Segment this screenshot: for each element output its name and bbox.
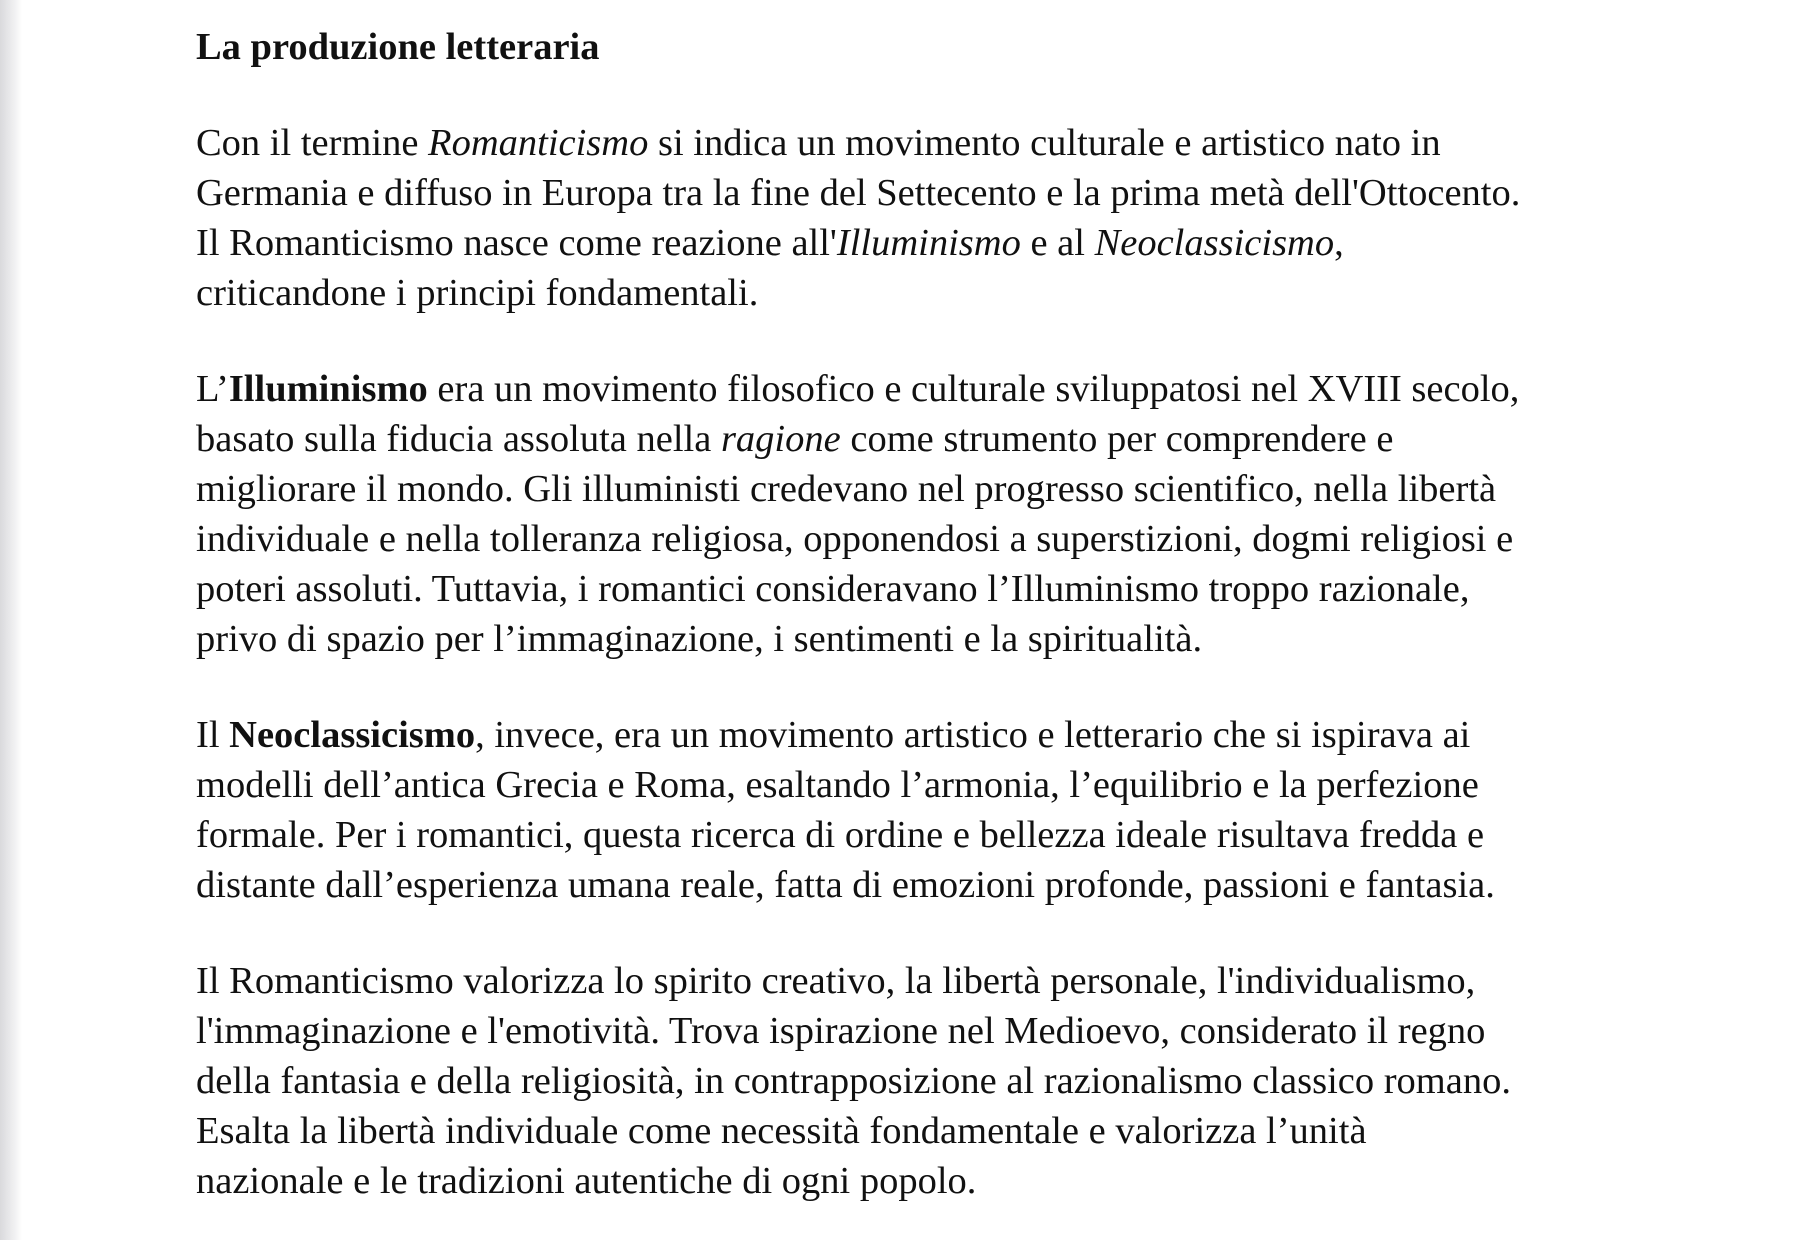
- text-run: Con il termine: [196, 122, 429, 164]
- text-run: ,: [1334, 222, 1344, 264]
- text-run: individuale e nella tolleranza religiosa, opponendosi a superstizioni, dogmi religiosi e: [196, 518, 1514, 560]
- document-title: La produzione letteraria: [196, 26, 600, 68]
- text-line: [196, 1006, 1756, 1056]
- text-run: l'immaginazione e l'emotività. Trova ispirazione nel Medioevo, considerato il regno: [196, 1010, 1486, 1052]
- italic-term: Illuminismo: [836, 222, 1021, 264]
- text-line: [196, 514, 1756, 564]
- bold-term: Neoclassicismo: [229, 714, 476, 756]
- text-run: L’: [196, 368, 229, 410]
- text-run: formale. Per i romantici, questa ricerca di ordine e bellezza ideale risultava fredda e: [196, 814, 1485, 856]
- paragraph-neoclassicismo: [196, 710, 1756, 910]
- text-line: [196, 168, 1756, 218]
- text-run: era un movimento filosofico e culturale sviluppatosi nel XVIII secolo,: [427, 368, 1520, 410]
- paragraph-romanticismo-intro: [196, 118, 1756, 318]
- italic-term: ragione: [720, 418, 841, 460]
- page-left-edge: [0, 0, 22, 1240]
- italic-term: Romanticismo: [428, 122, 649, 164]
- text-run: Germania e diffuso in Europa tra la fine del Settecento e la prima metà dell'Ottocento.: [196, 172, 1521, 214]
- text-line: [196, 414, 1756, 464]
- paragraph-romanticismo-valori: [196, 956, 1756, 1206]
- text-line: [196, 860, 1756, 910]
- text-run: si indica un movimento culturale e artistico nato in: [648, 122, 1441, 164]
- text-run: Il Romanticismo valorizza lo spirito creativo, la libertà personale, l'individualismo,: [196, 960, 1476, 1002]
- text-line: [196, 1106, 1756, 1156]
- italic-term: Neoclassicismo: [1094, 222, 1335, 264]
- text-run: Il Romanticismo nasce come reazione all': [196, 222, 837, 264]
- text-line: [196, 118, 1756, 168]
- text-line: [196, 1156, 1756, 1206]
- text-run: modelli dell’antica Grecia e Roma, esaltando l’armonia, l’equilibrio e la perfezione: [196, 764, 1479, 806]
- text-line: [196, 464, 1756, 514]
- text-line: [196, 614, 1756, 664]
- paragraph-illuminismo: [196, 364, 1756, 664]
- text-line: [196, 218, 1756, 268]
- text-line: [196, 564, 1756, 614]
- text-line: [196, 364, 1756, 414]
- text-run: come strumento per comprendere e: [840, 418, 1394, 460]
- text-run: migliorare il mondo. Gli illuministi credevano nel progresso scientifico, nella libertà: [196, 468, 1497, 510]
- text-line: [196, 760, 1756, 810]
- text-run: poteri assoluti. Tuttavia, i romantici consideravano l’Illuminismo troppo razionale,: [196, 568, 1470, 610]
- text-line: [196, 810, 1756, 860]
- text-line: [196, 268, 1756, 318]
- text-run: della fantasia e della religiosità, in contrapposizione al razionalismo classico romano.: [196, 1060, 1511, 1102]
- text-run: distante dall’esperienza umana reale, fatta di emozioni profonde, passioni e fantasia.: [196, 864, 1495, 906]
- text-run: privo di spazio per l’immaginazione, i sentimenti e la spiritualità.: [196, 618, 1203, 660]
- text-line: [196, 1056, 1756, 1106]
- text-run: basato sulla fiducia assoluta nella: [196, 418, 721, 460]
- text-run: e al: [1020, 222, 1095, 264]
- text-line: [196, 710, 1756, 760]
- text-run: nazionale e le tradizioni autentiche di ogni popolo.: [196, 1160, 977, 1202]
- text-run: Il: [196, 714, 230, 756]
- bold-term: Illuminismo: [228, 368, 428, 410]
- text-run: , invece, era un movimento artistico e letterario che si ispirava ai: [475, 714, 1471, 756]
- text-line: [196, 956, 1756, 1006]
- text-run: criticandone i principi fondamentali.: [196, 272, 759, 314]
- text-run: Esalta la libertà individuale come necessità fondamentale e valorizza l’unità: [196, 1110, 1367, 1152]
- document-page: [196, 22, 1756, 1206]
